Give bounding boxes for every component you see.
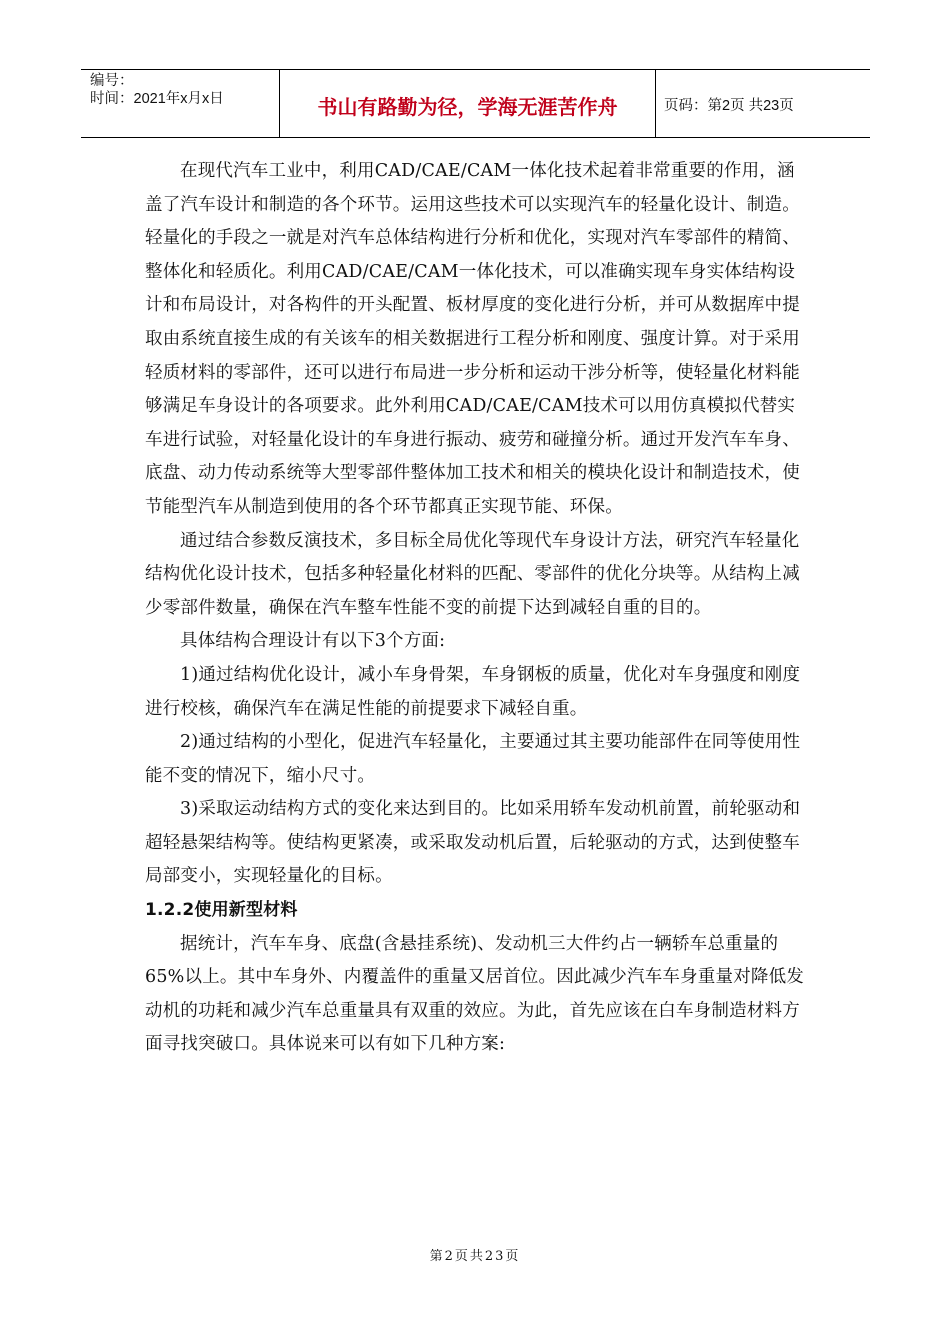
header-meta: [81, 70, 280, 137]
body-paragraph: 具体结构合理设计有以下3个方面:: [180, 631, 446, 652]
page-footer: 第2页共23页: [429, 1249, 521, 1264]
number-label: 编号：: [90, 73, 134, 89]
time-label: 时间：2021年x月x日: [90, 91, 224, 107]
body-paragraph: 据统计，汽车车身、底盘(含悬挂系统)、发动机三大件约占一辆轿车总重量的65%以上。其中车身外、内覆盖件的重量又居首位。因此减少汽车车身重量对降低发动机的功耗和减少汽车总重量具有双重的效应。为此，首先应该在白车身制造材料方面寻找突破口。具体说来可以有如下几种方案:: [145, 933, 804, 1055]
list-item: 1)通过结构优化设计，减小车身骨架，车身钢板的质量，优化对车身强度和刚度进行校核，确保汽车在满足性能的前提要求下减轻自重。: [145, 664, 801, 719]
body-paragraph: 在现代汽车工业中，利用CAD/CAE/CAM一体化技术起着非常重要的作用，涵盖了汽车设计和制造的各个环节。运用这些技术可以实现汽车的轻量化设计、制造。轻量化的手段之一就是对汽车总体结构进行分析和优化，实现对汽车零部件的精简、整体化和轻质化。利用CAD/CAE/CAM一体化技术，可以准确实现车身实体结构设计和布局设计，对各构件的开头配置、板材厚度的变化进行分析，并可从数据库中提取由系统直接生成的有关该车的相关数据进行工程分析和刚度、强度计算。对于采用轻质材料的零部件，还可以进行布局进一步分析和运动干涉分析等，使轻量化材料能够满足车身设计的各项要求。此外利用CAD/CAE/CAM技术可以用仿真模拟代替实车进行试验，对轻量化设计的车身进行振动、疲劳和碰撞分析。通过开发汽车车身、底盘、动力传动系统等大型零部件整体加工技术和相关的模块化设计和制造技术，使节能型汽车从制造到使用的各个环节都真正实现节能、环保。: [145, 161, 800, 517]
body-paragraph: 通过结合参数反演技术，多目标全局优化等现代车身设计方法，研究汽车轻量化结构优化设计技术，包括多种轻量化材料的匹配、零部件的优化分块等。从结构上减少零部件数量，确保在汽车整车性能不变的前提下达到减轻自重的目的。: [145, 530, 800, 618]
list-item: 3)采取运动结构方式的变化来达到目的。比如采用轿车发动机前置，前轮驱动和超轻悬架结构等。使结构更紧凑，或采取发动机后置，后轮驱动的方式，达到使整车局部变小，实现轻量化的目标。: [145, 799, 801, 887]
header-page-info: 页码：第2页 共23页: [664, 98, 794, 114]
page-header: [81, 69, 870, 138]
header-motto: 书山有路勤为径，学海无涯苦作舟: [280, 70, 656, 137]
list-item: 2)通过结构的小型化，促进汽车轻量化，主要通过其主要功能部件在同等使用性能不变的情况下，缩小尺寸。: [145, 732, 801, 786]
document-body: [145, 155, 807, 1062]
section-heading: 1.2.2使用新型材料: [145, 900, 298, 921]
